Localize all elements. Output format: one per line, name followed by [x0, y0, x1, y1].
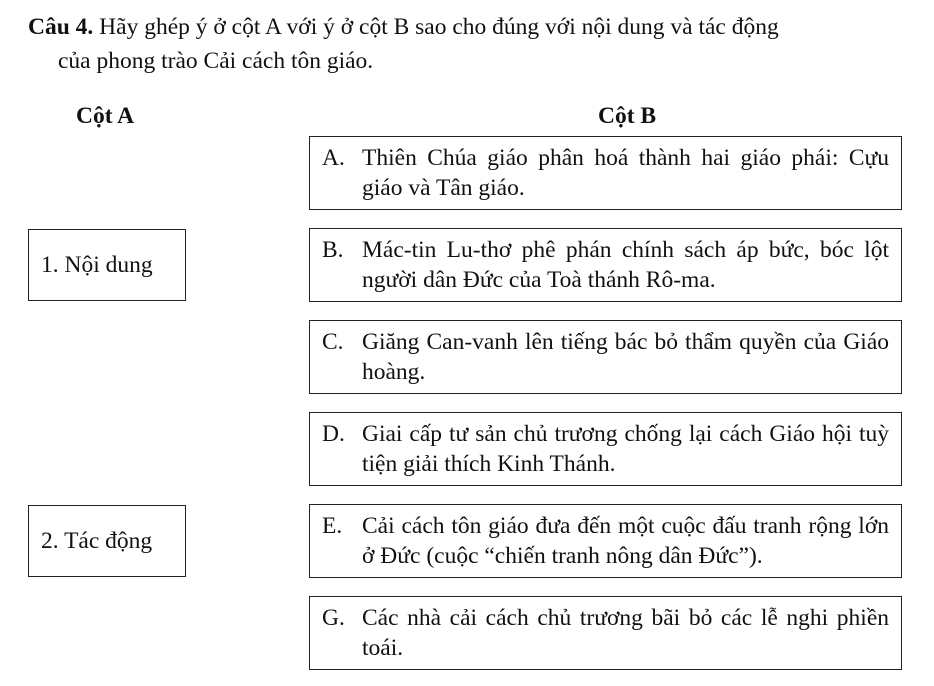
question-number: Câu 4. [28, 14, 94, 40]
column-a-item-2[interactable] [28, 505, 186, 577]
column-a-item-1[interactable] [28, 229, 186, 301]
column-a-item-label: 2. Tác động [41, 527, 153, 554]
question-line-2: của phong trào Cải cách tôn giáo. [58, 48, 374, 74]
column-b-item-letter: A. [322, 145, 345, 171]
column-b-item-e[interactable] [309, 504, 902, 578]
column-b-item-text: Giăng Can-vanh lên tiếng bác bỏ thẩm quyền của Giáo hoàng. [362, 329, 889, 385]
column-b-item-b[interactable] [309, 228, 902, 302]
column-b-item-c[interactable] [309, 320, 902, 394]
column-b-item-text: Các nhà cải cách chủ trương bãi bỏ các lễ nghi phiền toái. [362, 605, 889, 661]
column-a-item-label: 1. Nội dung [41, 251, 153, 278]
column-b-item-text: Mác-tin Lu-thơ phê phán chính sách áp bức, bóc lột người dân Đức của Toà thánh Rô-ma. [362, 237, 889, 293]
column-b-item-d[interactable] [309, 412, 902, 486]
question-text [28, 10, 908, 78]
column-b-item-letter: E. [322, 513, 343, 539]
column-b-title: Cột B [598, 103, 657, 129]
column-b-item-text: Cải cách tôn giáo đưa đến một cuộc đấu tranh rộng lớn ở Đức (cuộc “chiến tranh nông dân Đức”). [362, 513, 889, 569]
column-a-title: Cột A [76, 103, 135, 129]
column-b-item-letter: G. [322, 605, 345, 631]
column-b-item-a[interactable] [309, 136, 902, 210]
column-b-item-g[interactable] [309, 596, 902, 670]
column-b-item-letter: B. [322, 237, 344, 263]
column-b-item-letter: C. [322, 329, 344, 355]
column-b-item-text: Giai cấp tư sản chủ trương chống lại cách Giáo hội tuỳ tiện giải thích Kinh Thánh. [362, 421, 889, 477]
column-b-item-letter: D. [322, 421, 345, 447]
column-b-item-text: Thiên Chúa giáo phân hoá thành hai giáo phái: Cựu giáo và Tân giáo. [362, 145, 889, 201]
question-line-1: Hãy ghép ý ở cột A với ý ở cột B sao cho đúng với nội dung và tác động [99, 14, 779, 40]
